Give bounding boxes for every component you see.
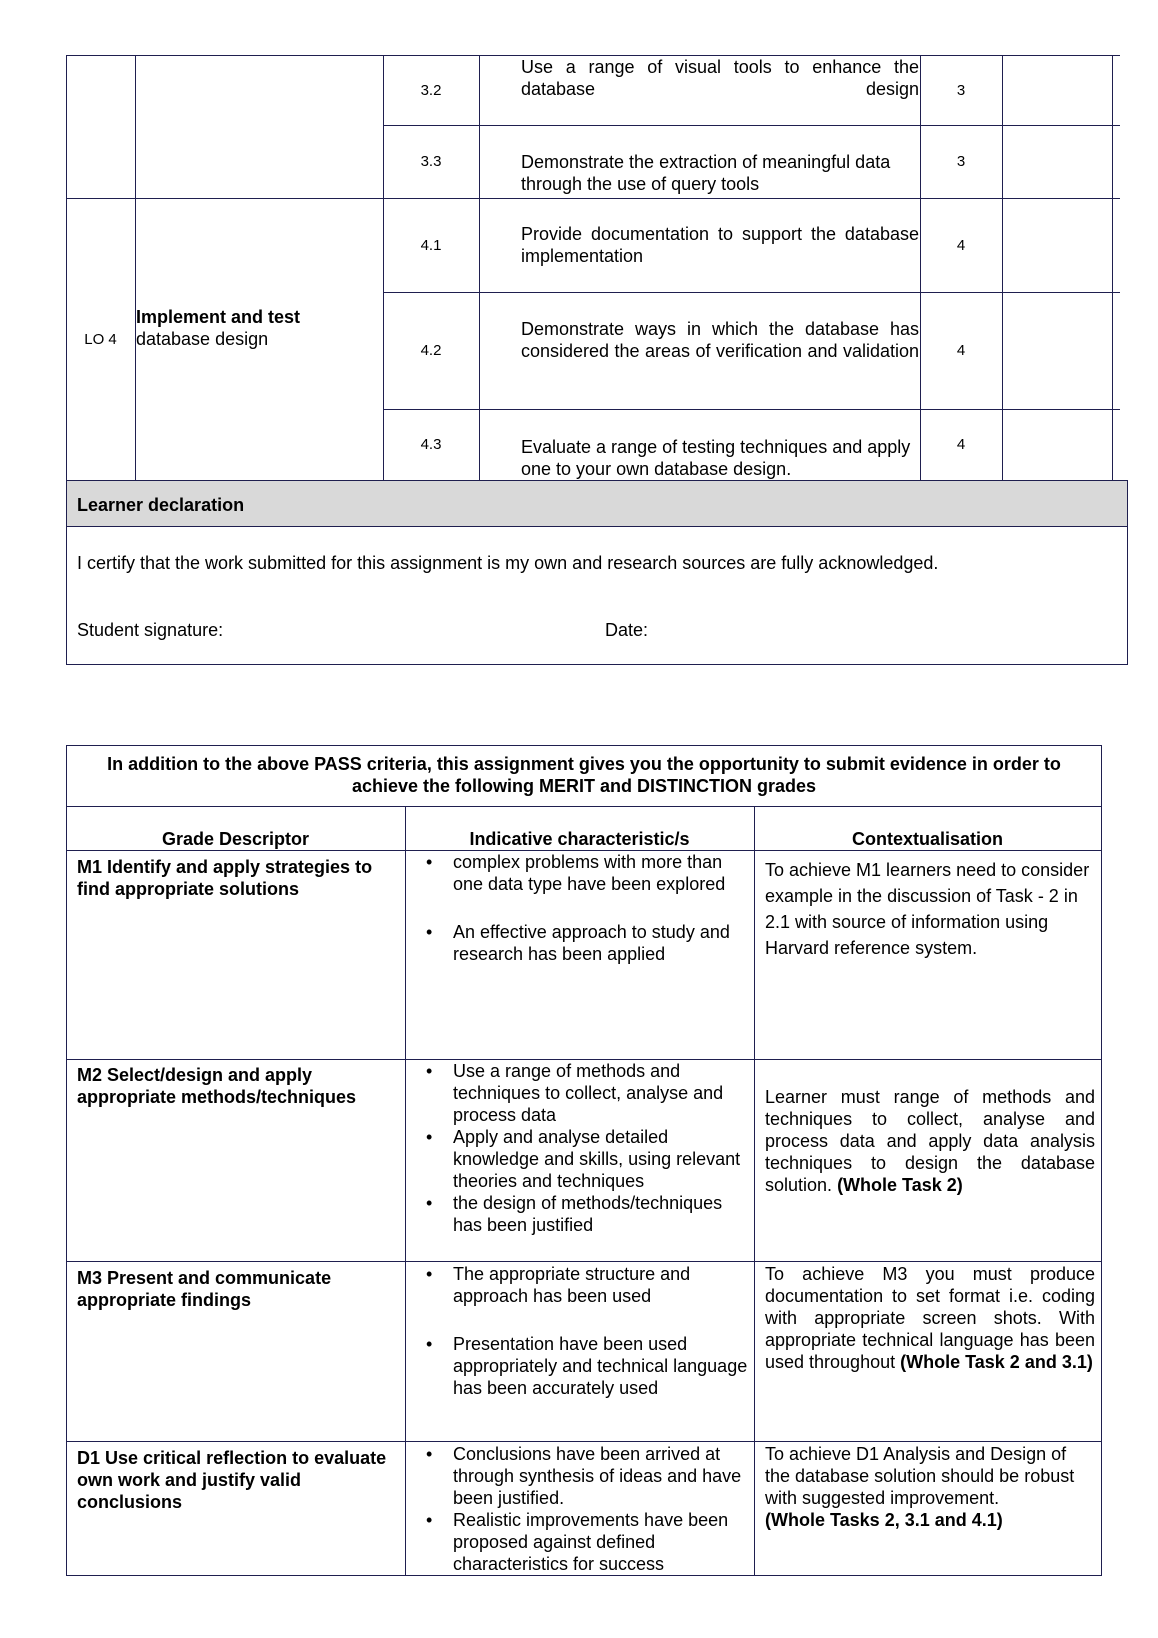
criterion-number: 4.3: [420, 436, 442, 453]
learner-declaration: [66, 480, 1128, 665]
list-item: • the design of methods/techniques has been justified: [408, 1192, 753, 1236]
list-item: • An effective approach to study and research has been applied: [408, 921, 753, 965]
criterion-description: Evaluate a range of testing techniques and apply one to your own database design.: [521, 437, 911, 479]
learning-outcome-title: [136, 306, 382, 350]
list-item: • Realistic improvements have been proposed against defined characteristics for success: [408, 1509, 753, 1575]
learning-outcome-id: LO 4: [84, 331, 117, 348]
contextualisation: [765, 1443, 1095, 1531]
task-number: 4: [956, 436, 966, 453]
contextualisation: [765, 1086, 1095, 1196]
criterion-description: Provide documentation to support the database implementation: [521, 224, 919, 266]
criterion-description: Demonstrate ways in which the database has considered the areas of verification and validation: [521, 319, 919, 361]
criterion-description: Demonstrate the extraction of meaningful data through the use of query tools: [521, 152, 891, 194]
declaration-header: [67, 481, 1127, 527]
contextualisation: To achieve M1 learners need to consider example in the discussion of Task - 2 in 2.1 with source of information using Harvard reference system.: [765, 860, 1090, 958]
list-item: • The appropriate structure and approach has been used: [408, 1263, 753, 1307]
contextualisation: [765, 1263, 1095, 1373]
contextualisation-text: Learner must range of methods and techniques to collect, analyse and process data and apply data analysis techniques to design the database solution.: [765, 1087, 1095, 1195]
criterion-number: 3.3: [420, 153, 442, 170]
list-item: • Presentation have been used appropriately and technical language has been accurately used: [408, 1333, 753, 1399]
grade-descriptor: D1 Use critical reflection to evaluate own work and justify valid conclusions: [77, 1448, 387, 1512]
date-label: Date:: [605, 620, 649, 640]
list-item: • Apply and analyse detailed knowledge and skills, using relevant theories and techniques: [408, 1126, 753, 1192]
header-contextualisation: Contextualisation: [851, 829, 1003, 849]
contextualisation-task-ref: (Whole Tasks 2, 3.1 and 4.1): [765, 1510, 1003, 1530]
characteristics-list: [408, 851, 753, 965]
list-item: • complex problems with more than one data type have been explored: [408, 851, 753, 895]
grades-intro: In addition to the above PASS criteria, this assignment gives you the opportunity to submit evidence in order to achieve the following MERIT and DISTINCTION grades: [107, 754, 1061, 796]
criterion-description: Use a range of visual tools to enhance the database design: [521, 57, 919, 99]
declaration-statement: I certify that the work submitted for this assignment is my own and research sources are fully acknowledged.: [77, 553, 939, 573]
task-number: 3: [956, 153, 966, 170]
task-number: 4: [956, 342, 966, 359]
characteristics-list: [408, 1443, 753, 1575]
header-grade-descriptor: Grade Descriptor: [161, 829, 310, 849]
grade-descriptor: M1 Identify and apply strategies to find appropriate solutions: [77, 857, 373, 899]
grade-descriptor: M3 Present and communicate appropriate findings: [77, 1268, 332, 1310]
contextualisation-task-ref: (Whole Task 2): [837, 1175, 963, 1195]
signature-label: Student signature:: [77, 620, 224, 640]
characteristics-list: [408, 1060, 753, 1236]
contextualisation-text: To achieve M3 you must produce documentation to set format i.e. coding with appropriate screen shots. With appropriate technical language has been used throughout: [765, 1264, 1095, 1372]
list-item: • Use a range of methods and techniques to collect, analyse and process data: [408, 1060, 753, 1126]
header-indicative-characteristics: Indicative characteristic/s: [469, 829, 690, 849]
grade-descriptor: M2 Select/design and apply appropriate methods/techniques: [77, 1065, 357, 1107]
criterion-number: 4.1: [420, 237, 442, 254]
learning-outcome-title-bold: Implement and test: [136, 307, 301, 327]
criterion-number: 3.2: [420, 82, 442, 99]
task-number: 3: [956, 82, 966, 99]
task-number: 4: [956, 237, 966, 254]
declaration-heading: Learner declaration: [77, 495, 245, 515]
criterion-number: 4.2: [420, 342, 442, 359]
grades-table: [0, 740, 1158, 1580]
learning-outcome-title-rest: database design: [136, 329, 269, 349]
contextualisation-text: To achieve D1 Analysis and Design of the database solution should be robust with suggested improvement.: [765, 1444, 1075, 1508]
characteristics-list: [408, 1263, 753, 1399]
criteria-table: [0, 0, 1158, 480]
list-item: • Conclusions have been arrived at through synthesis of ideas and have been justified.: [408, 1443, 753, 1509]
contextualisation-task-ref: (Whole Task 2 and 3.1): [900, 1352, 1093, 1372]
